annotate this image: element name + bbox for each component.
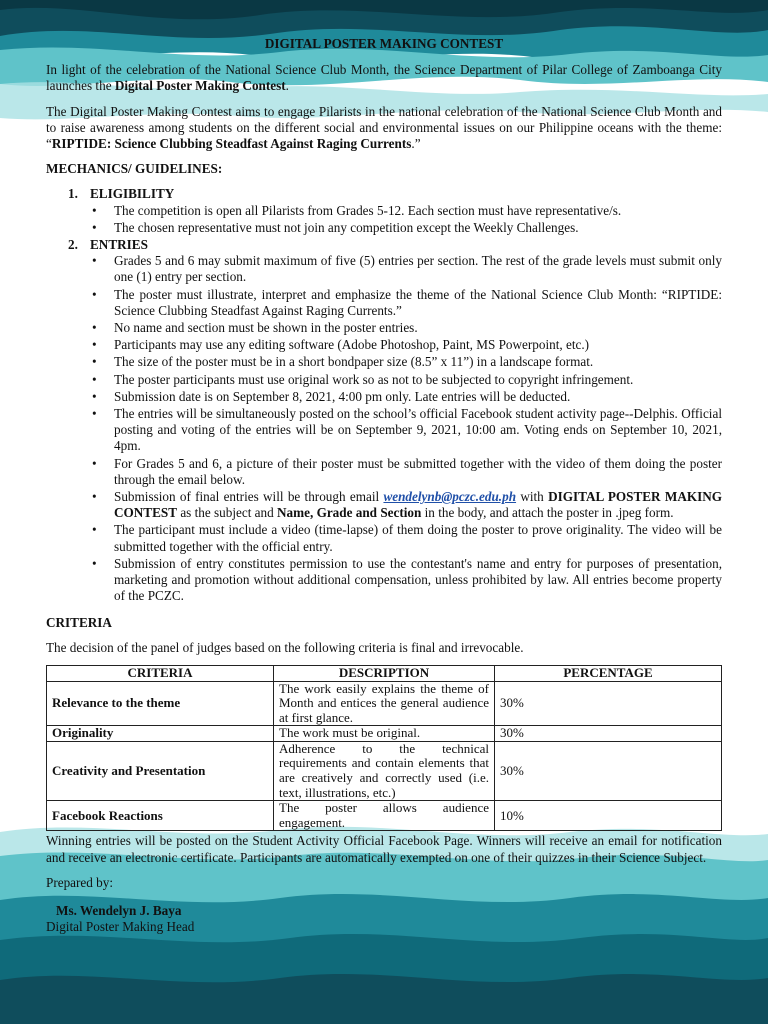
criteria-table: [46, 665, 722, 832]
percentage-cell: 30%: [495, 726, 722, 742]
aim-bold: RIPTIDE: Science Clubbing Steadfast Against Raging Currents: [51, 136, 412, 152]
eligibility-list: [92, 203, 722, 236]
table-row: [47, 741, 722, 800]
table-row: [47, 801, 722, 831]
percentage-cell: 10%: [495, 801, 722, 831]
description-cell: Adherence to the technical requirements and contain elements that are creatively and correctly used (i.e. text, illustrations, etc.): [274, 741, 495, 800]
intro-bold: Digital Poster Making Contest: [114, 78, 286, 94]
section-number: 1.: [68, 186, 78, 202]
table-header: CRITERIA: [47, 665, 274, 681]
section-heading: ELIGIBILITY: [90, 186, 175, 202]
list-item: • The entries will be simultaneously posted on the school’s official Facebook student activity page--Delphis. Official posting and voting of the entries will be on September 9, 2021, 10:00 am. Voting ends on September 10, 2021, 4pm.: [92, 406, 722, 455]
list-item: • The participant must include a video (time-lapse) of them doing the poster to prove originality. The video will be submitted together with the official entry.: [92, 522, 722, 554]
criteria-cell: Originality: [47, 726, 274, 742]
criteria-cell: Creativity and Presentation: [47, 741, 274, 800]
description-cell: The work easily explains the theme of Month and entices the general audience at first glance.: [274, 681, 495, 726]
percentage-cell: 30%: [495, 741, 722, 800]
closing-paragraph: Winning entries will be posted on the Student Activity Official Facebook Page. Winners will receive an email for notification and receive an electronic certificate. Participants are automatically exempted on one of their quizzes in their Science Subject.: [46, 833, 722, 865]
document-title: DIGITAL POSTER MAKING CONTEST: [264, 36, 504, 51]
signatory-name: Ms. Wendelyn J. Baya: [56, 903, 182, 919]
list-item: • The poster participants must use original work so as not to be subjected to copyright infringement.: [92, 372, 722, 388]
table-header-row: [47, 665, 722, 681]
intro-text-2: .: [285, 78, 289, 94]
table-row: [47, 726, 722, 742]
document-body: [46, 36, 722, 935]
entries-list: [92, 253, 722, 604]
criteria-heading: CRITERIA: [46, 614, 112, 630]
list-item: • The chosen representative must not join any competition except the Weekly Challenges.: [92, 220, 722, 236]
description-cell: The poster allows audience engagement.: [274, 801, 495, 831]
list-item: • Grades 5 and 6 may submit maximum of five (5) entries per section. The rest of the grade levels must submit only one (1) entry per section.: [92, 253, 722, 285]
table-row: [47, 681, 722, 726]
criteria-cell: Relevance to the theme: [47, 681, 274, 726]
list-item-email: • Submission of final entries will be through email wendelynb@pczc.edu.ph with DIGITAL POSTER MAKING CONTEST as the subject and Name, Grade and Section in the body, and attach the poster in .jpeg form.: [92, 489, 722, 521]
prepared-by-label: Prepared by:: [46, 874, 114, 890]
list-item: • No name and section must be shown in the poster entries.: [92, 320, 722, 336]
aim-paragraph: [46, 104, 722, 153]
mechanics-heading: MECHANICS/ GUIDELINES:: [46, 161, 223, 177]
section-number: 2.: [68, 237, 78, 253]
intro-paragraph: [46, 62, 722, 94]
criteria-cell: Facebook Reactions: [47, 801, 274, 831]
description-cell: The work must be original.: [274, 726, 495, 742]
intro-text-1: In light of the celebration of the National Science Club Month, the Science Department of Pilar College of Zamboanga City launches the: [46, 62, 722, 94]
signatory-role: Digital Poster Making Head: [46, 919, 195, 935]
criteria-intro: The decision of the panel of judges based on the following criteria is final and irrevocable.: [46, 639, 524, 655]
section-heading: ENTRIES: [90, 237, 148, 253]
list-item: • Submission of entry constitutes permission to use the contestant's name and entry for purposes of presentation, marketing and promotion without additional compensation, unless prohibited by law. All entries become property of the PCZC.: [92, 556, 722, 605]
list-item: • The poster must illustrate, interpret and emphasize the theme of the National Science Club Month: “RIPTIDE: Science Clubbing Steadfast Against Raging Currents.”: [92, 287, 722, 319]
list-item: • The size of the poster must be in a short bondpaper size (8.5” x 11”) in a landscape format.: [92, 354, 722, 370]
table-header: DESCRIPTION: [274, 665, 495, 681]
list-item: • For Grades 5 and 6, a picture of their poster must be submitted together with the video of them doing the poster through the email below.: [92, 456, 722, 488]
aim-text-2: .”: [411, 136, 421, 152]
aim-text-1: The Digital Poster Making Contest aims to engage Pilarists in the national celebration of the National Science Club Month and to raise awareness among students on the different social and environmental issues on our Philippine oceans with the theme: “: [46, 103, 722, 152]
percentage-cell: 30%: [495, 681, 722, 726]
email-link[interactable]: wendelynb@pczc.edu.ph: [383, 489, 517, 505]
section-entries: [68, 237, 722, 253]
list-item: • Participants may use any editing software (Adobe Photoshop, Paint, MS Powerpoint, etc.): [92, 337, 722, 353]
list-item: • Submission date is on September 8, 2021, 4:00 pm only. Late entries will be deducted.: [92, 389, 722, 405]
list-item: • The competition is open all Pilarists from Grades 5-12. Each section must have representative/s.: [92, 203, 722, 219]
section-eligibility: [68, 186, 722, 202]
table-header: PERCENTAGE: [495, 665, 722, 681]
